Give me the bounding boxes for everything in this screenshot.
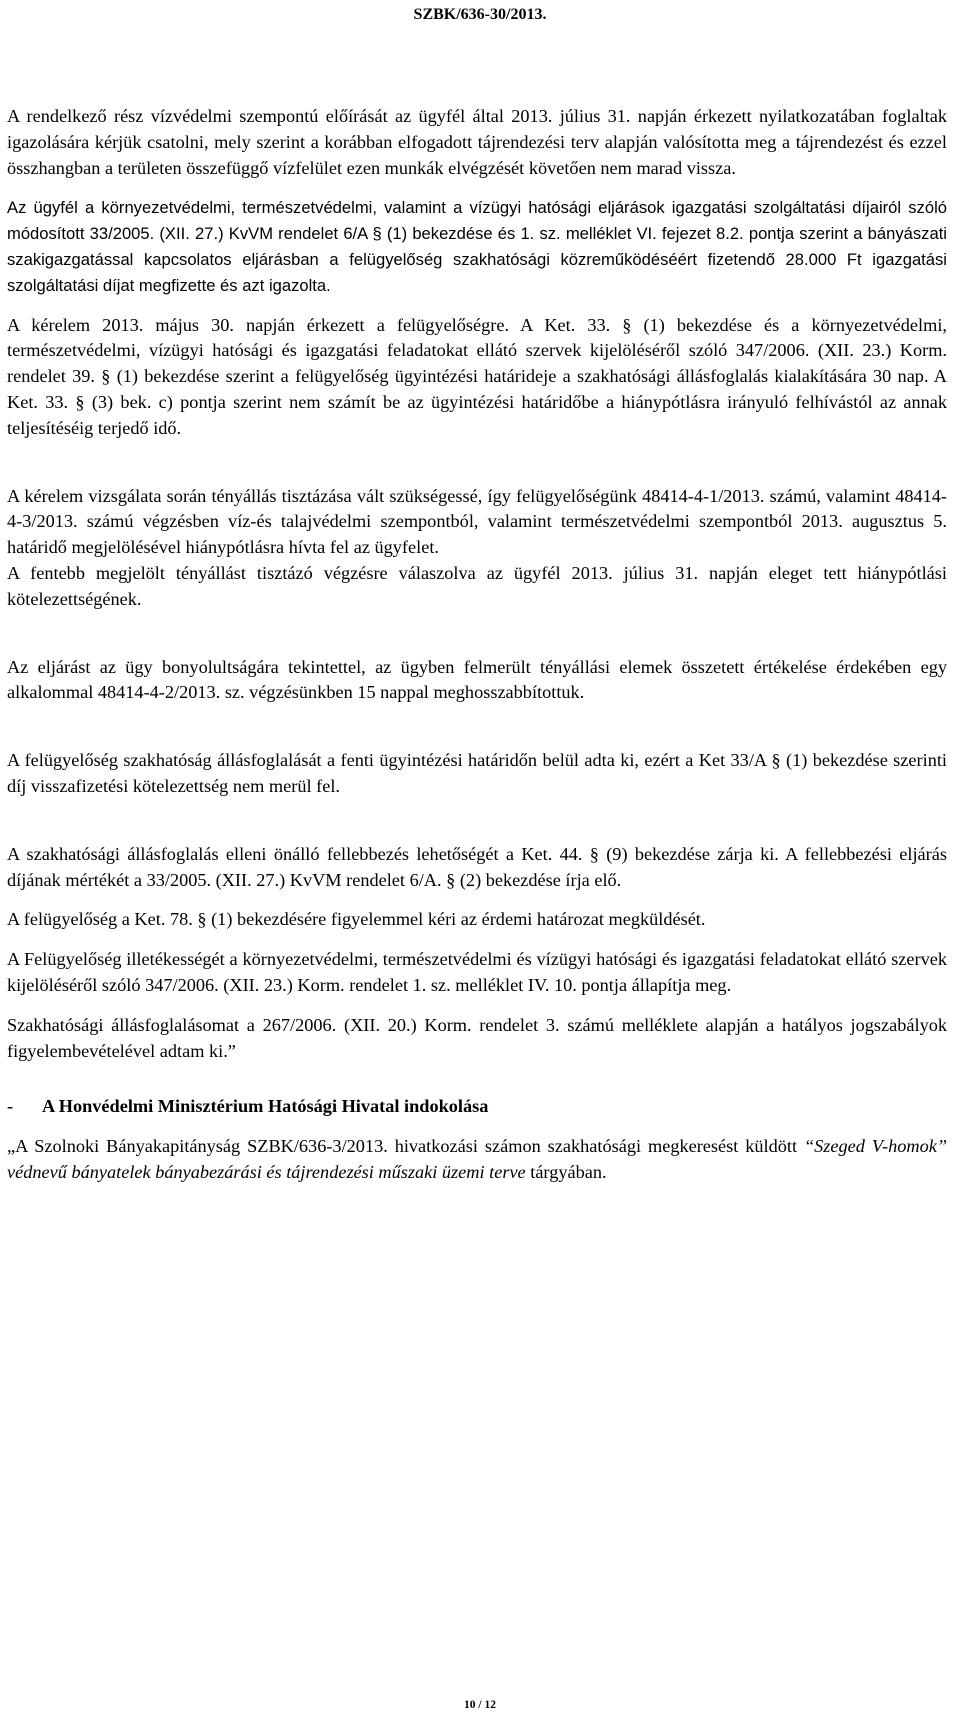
paragraph-clarification: A kérelem vizsgálata során tényállás tisztázása vált szükségessé, így felügyelőségünk 48414-4-1/2013. számú, valamint 48414-4-3/2013. számú végzésben víz-és talajvédelmi szempontból, valamint természetvédelmi szempontból 2013. augusztus 5. határidő megjelölésével hiánypótlásra hívta fel az ügyfelet. — [7, 485, 947, 558]
plan-title: védnevű bányatelek bányabezárási és tájrendezési műszaki üzemi terve — [7, 1161, 526, 1182]
paragraph-administrative-fee: Az ügyfél a környezetvédelmi, természetvédelmi, valamint a vízügyi hatósági eljárások igazgatási szolgáltatási díjairól szóló módosított 33/2005. (XII. 27.) KvVM rendelet 6/A § (1) bekezdése és 1. sz. melléklet VI. fejezet 8.2. pontja szerint a bányászati szakigazgatással kapcsolatos eljárásban a felügyelőség szakhatósági közreműködéséért fizetendő 28.000 Ft igazgatási szolgáltatási díjat megfizette és azt igazolta. — [7, 198, 947, 295]
section-heading — [7, 1094, 947, 1120]
paragraph-deficiency-response: A fentebb megjelölt tényállást tisztázó végzésre válaszolva az ügyfél 2013. július 31. napján eleget tett hiánypótlási kötelezettségének. — [7, 562, 947, 609]
request-text-1: „A Szolnoki Bányakapitányság SZBK/636-3/2013. hivatkozási számon szakhatósági megkeresést küldött — [7, 1136, 804, 1157]
document-reference-header: SZBK/636-30/2013. — [413, 6, 547, 23]
document-body — [7, 104, 947, 1186]
paragraph-water-protection: A rendelkező rész vízvédelmi szempontú előírását az ügyfél által 2013. július 31. napján érkezett nyilatkozatában foglaltak igazolására kérjük csatolni, mely szerint a korábban elfogadott tájrendezési terv alapján valósította meg a tájrendezést és ezzel összhangban a területen összefüggő vízfelület ezen munkák elvégzését követően nem marad vissza. — [7, 106, 947, 178]
paragraph-delivery-request: A felügyelőség a Ket. 78. § (1) bekezdésére figyelemmel kéri az érdemi határozat megküldését. — [7, 909, 706, 930]
page-number: 10 / 12 — [464, 1699, 496, 1711]
section-dash: - — [7, 1096, 14, 1117]
paragraph-deadline: A kérelem 2013. május 30. napján érkezett a felügyelőségre. A Ket. 33. § (1) bekezdése és a környezetvédelmi, természetvédelmi, vízügyi hatósági és igazgatási feladatokat ellátó szervek kijelöléséről szóló 347/2006. (XII. 23.) Korm. rendelet 39. § (1) bekezdése szerint a felügyelőség ügyintézési határideje a szakhatósági állásfoglalás kialakítására 30 nap. A Ket. 33. § (3) bek. c) pontja szerint nem számít be az ügyintézési határidőbe a hiánypótlásra irányuló felhívástól az annak teljesítéséig terjedő idő. — [7, 314, 947, 438]
paragraph-fee-refund: A felügyelőség szakhatóság állásfoglalását a fenti ügyintézési határidőn belül adta ki, ezért a Ket 33/A § (1) bekezdése szerinti díj visszafizetési kötelezettség nem merül fel. — [7, 750, 947, 796]
paragraph-legal-basis: Szakhatósági állásfoglalásomat a 267/2006. (XII. 20.) Korm. rendelet 3. számú melléklete alapján a hatályos jogszabályok figyelembevételével adtam ki.” — [7, 1014, 947, 1061]
paragraph-extension: Az eljárást az ügy bonyolultságára tekintettel, az ügyben felmerült tényállási elemek összetett értékelése érdekében egy alkalommal 48414-4-2/2013. sz. végzésünkben 15 nappal meghosszabbítottuk. — [7, 656, 947, 703]
paragraph-appeal: A szakhatósági állásfoglalás elleni önálló fellebbezés lehetőségét a Ket. 44. § (9) bekezdése zárja ki. A fellebbezési eljárás díjának mértékét a 33/2005. (XII. 27.) KvVM rendelet 6/A. § (2) bekezdése írja elő. — [7, 843, 947, 890]
request-text-3: tárgyában. — [525, 1161, 607, 1182]
paragraph-competence: A Felügyelőség illetékességét a környezetvédelmi, természetvédelmi és vízügyi hatósági és igazgatási feladatokat ellátó szervek kijelöléséről szóló 347/2006. (XII. 23.) Korm. rendelet 1. sz. melléklet IV. 10. pontja állapítja meg. — [7, 949, 947, 995]
section-title: A Honvédelmi Minisztérium Hatósági Hivatal indokolása — [42, 1096, 489, 1117]
project-name: “Szeged V-homok” — [803, 1136, 947, 1157]
paragraph-request — [7, 1134, 947, 1186]
